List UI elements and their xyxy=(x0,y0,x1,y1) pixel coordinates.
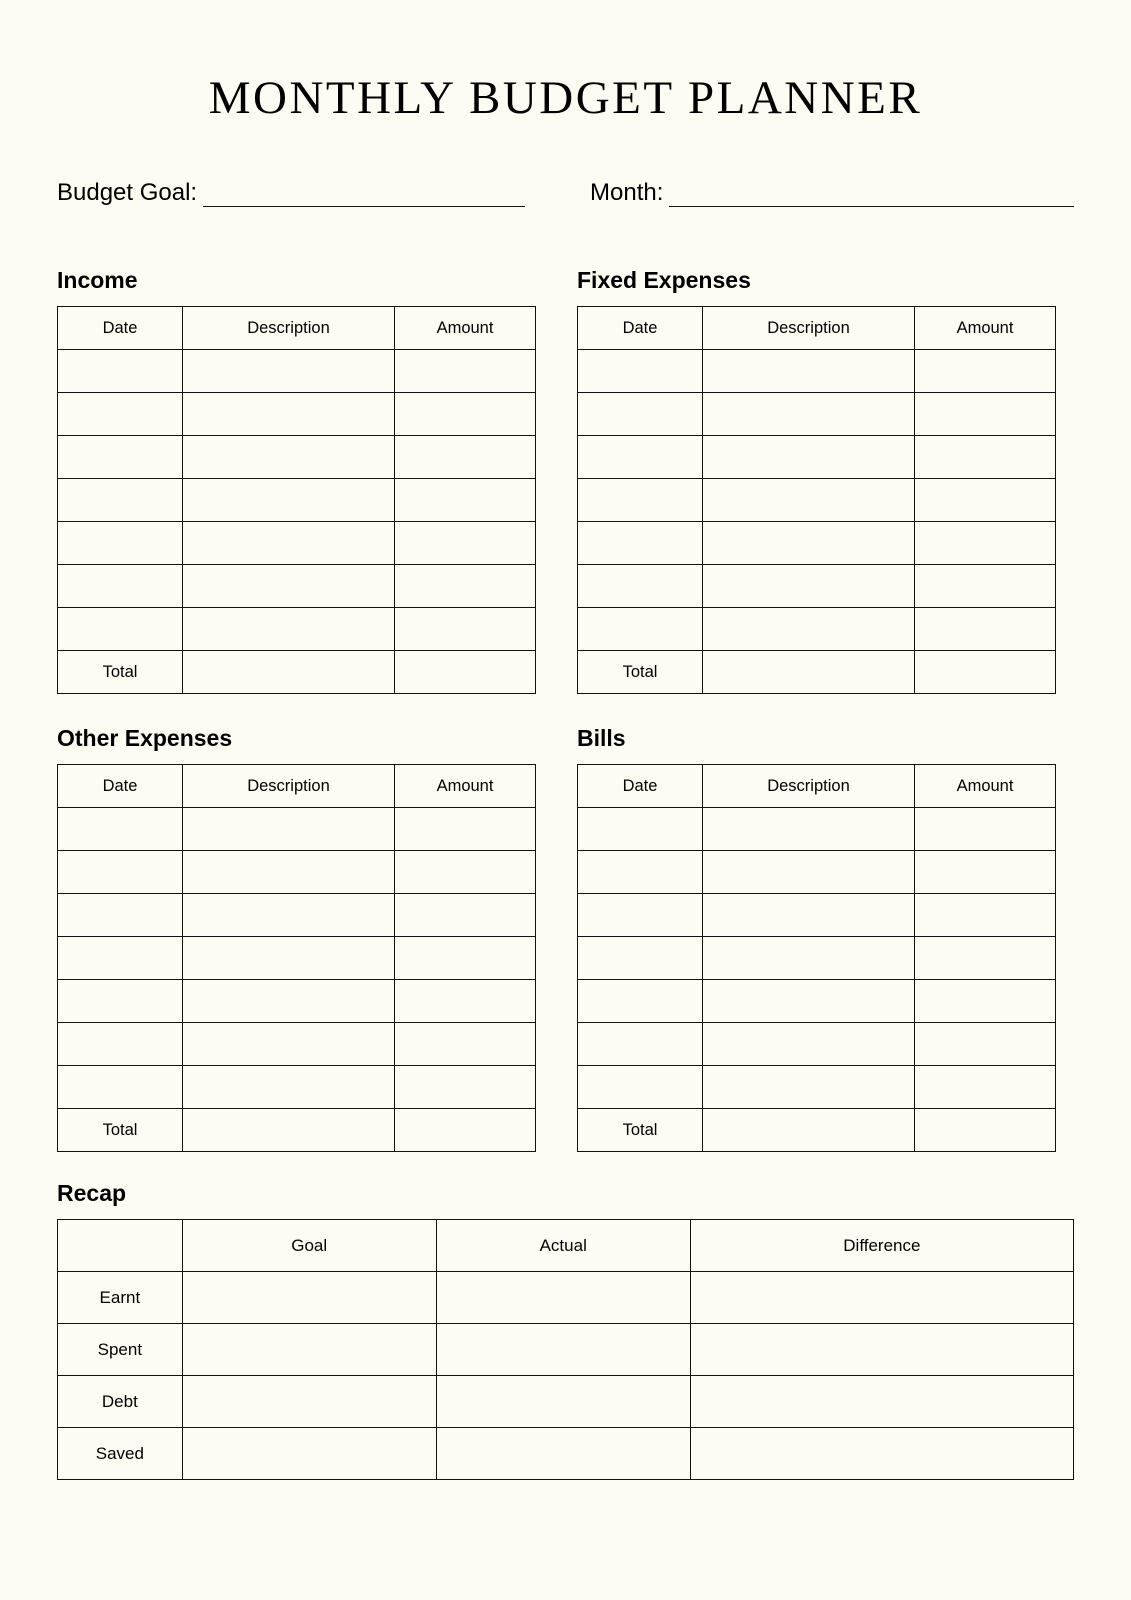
table-row xyxy=(58,350,536,393)
month-input[interactable] xyxy=(669,180,1074,207)
cell-actual[interactable] xyxy=(436,1272,690,1324)
cell-description[interactable] xyxy=(703,894,915,937)
cell-amount[interactable] xyxy=(395,937,536,980)
recap-table xyxy=(57,1219,1074,1480)
cell-difference[interactable] xyxy=(690,1272,1073,1324)
cell-date[interactable] xyxy=(58,350,183,393)
table-header-row xyxy=(578,765,1056,808)
row-label-spent: Spent xyxy=(58,1324,183,1376)
cell-description[interactable] xyxy=(183,350,395,393)
total-amount[interactable] xyxy=(395,651,536,694)
row-label-debt: Debt xyxy=(58,1376,183,1428)
cell-amount[interactable] xyxy=(915,1066,1056,1109)
budget-goal-input[interactable] xyxy=(203,180,525,207)
cell-date[interactable] xyxy=(58,479,183,522)
cell-description[interactable] xyxy=(703,436,915,479)
table-row xyxy=(58,1066,536,1109)
cell-date[interactable] xyxy=(578,479,703,522)
cell-actual[interactable] xyxy=(436,1376,690,1428)
row-label-saved: Saved xyxy=(58,1428,183,1480)
table-header-row xyxy=(58,307,536,350)
cell-amount[interactable] xyxy=(915,436,1056,479)
total-label: Total xyxy=(58,1109,183,1152)
cell-amount[interactable] xyxy=(395,894,536,937)
table-total-row xyxy=(58,651,536,694)
cell-amount[interactable] xyxy=(915,808,1056,851)
cell-date[interactable] xyxy=(578,937,703,980)
cell-actual[interactable] xyxy=(436,1324,690,1376)
cell-goal[interactable] xyxy=(182,1272,436,1324)
table-row xyxy=(58,393,536,436)
cell-description[interactable] xyxy=(183,1023,395,1066)
table-row xyxy=(578,1066,1056,1109)
page-title: MONTHLY BUDGET PLANNER xyxy=(208,72,923,124)
cell-description[interactable] xyxy=(703,608,915,651)
cell-amount[interactable] xyxy=(395,808,536,851)
budget-goal-label: Budget Goal: xyxy=(57,179,198,206)
column-header-date: Date xyxy=(58,765,183,808)
cell-amount[interactable] xyxy=(395,479,536,522)
table-row xyxy=(578,1023,1056,1066)
cell-amount[interactable] xyxy=(915,479,1056,522)
column-header-difference: Difference xyxy=(690,1220,1073,1272)
right-column xyxy=(577,269,1055,1152)
cell-amount[interactable] xyxy=(915,937,1056,980)
total-label: Total xyxy=(58,651,183,694)
column-header-description: Description xyxy=(183,307,395,350)
cell-date[interactable] xyxy=(578,608,703,651)
table-header-row xyxy=(58,765,536,808)
cell-date[interactable] xyxy=(578,522,703,565)
cell-date[interactable] xyxy=(578,894,703,937)
column-header-amount: Amount xyxy=(395,307,536,350)
cell-description[interactable] xyxy=(183,522,395,565)
meta-row xyxy=(57,180,1074,207)
cell-date[interactable] xyxy=(578,980,703,1023)
column-header-date: Date xyxy=(578,765,703,808)
cell-date[interactable] xyxy=(578,1066,703,1109)
table-row xyxy=(58,436,536,479)
income-table xyxy=(57,306,536,694)
cell-amount[interactable] xyxy=(915,393,1056,436)
cell-date[interactable] xyxy=(58,1066,183,1109)
cell-actual[interactable] xyxy=(436,1428,690,1480)
cell-date[interactable] xyxy=(578,565,703,608)
cell-description[interactable] xyxy=(183,980,395,1023)
table-row xyxy=(578,937,1056,980)
cell-amount[interactable] xyxy=(395,1066,536,1109)
cell-description[interactable] xyxy=(703,808,915,851)
cell-date[interactable] xyxy=(58,1023,183,1066)
cell-amount[interactable] xyxy=(915,851,1056,894)
table-row xyxy=(578,479,1056,522)
cell-description[interactable] xyxy=(183,808,395,851)
cell-amount[interactable] xyxy=(395,522,536,565)
column-header-amount: Amount xyxy=(915,765,1056,808)
table-row xyxy=(578,851,1056,894)
cell-description[interactable] xyxy=(183,608,395,651)
cell-difference[interactable] xyxy=(690,1376,1073,1428)
column-header-date: Date xyxy=(58,307,183,350)
tables-columns xyxy=(57,269,1074,1152)
cell-description[interactable] xyxy=(703,479,915,522)
cell-description[interactable] xyxy=(183,393,395,436)
fixed-expenses-table xyxy=(577,306,1056,694)
total-description[interactable] xyxy=(183,651,395,694)
cell-date[interactable] xyxy=(58,393,183,436)
total-label: Total xyxy=(578,651,703,694)
cell-difference[interactable] xyxy=(690,1428,1073,1480)
table-total-row xyxy=(578,651,1056,694)
cell-date[interactable] xyxy=(578,393,703,436)
column-header-description: Description xyxy=(703,765,915,808)
cell-description[interactable] xyxy=(183,436,395,479)
table-row xyxy=(578,808,1056,851)
section-heading-fixed-expenses: Fixed Expenses xyxy=(577,267,751,293)
column-header-description: Description xyxy=(703,307,915,350)
table-row xyxy=(58,1428,1074,1480)
cell-difference[interactable] xyxy=(690,1324,1073,1376)
table-row xyxy=(58,937,536,980)
cell-description[interactable] xyxy=(183,479,395,522)
section-heading-bills: Bills xyxy=(577,725,626,751)
column-header-description: Description xyxy=(183,765,395,808)
cell-amount[interactable] xyxy=(395,565,536,608)
section-heading-recap: Recap xyxy=(57,1180,127,1206)
total-description[interactable] xyxy=(183,1109,395,1152)
cell-goal[interactable] xyxy=(182,1324,436,1376)
cell-date[interactable] xyxy=(58,522,183,565)
cell-amount[interactable] xyxy=(395,1023,536,1066)
cell-date[interactable] xyxy=(58,980,183,1023)
cell-amount[interactable] xyxy=(395,608,536,651)
column-header-amount: Amount xyxy=(915,307,1056,350)
cell-description[interactable] xyxy=(183,851,395,894)
table-row xyxy=(58,1272,1074,1324)
cell-description[interactable] xyxy=(703,393,915,436)
table-row xyxy=(578,608,1056,651)
cell-description[interactable] xyxy=(703,565,915,608)
section-heading-income: Income xyxy=(57,267,138,293)
cell-amount[interactable] xyxy=(915,980,1056,1023)
total-description[interactable] xyxy=(703,1109,915,1152)
table-row xyxy=(578,436,1056,479)
cell-date[interactable] xyxy=(578,1023,703,1066)
cell-amount[interactable] xyxy=(395,350,536,393)
cell-amount[interactable] xyxy=(915,350,1056,393)
table-total-row xyxy=(578,1109,1056,1152)
month-label: Month: xyxy=(590,179,664,206)
table-total-row xyxy=(58,1109,536,1152)
table-row xyxy=(578,565,1056,608)
cell-date[interactable] xyxy=(58,608,183,651)
section-heading-other-expenses: Other Expenses xyxy=(57,725,233,751)
table-row xyxy=(58,1376,1074,1428)
total-amount[interactable] xyxy=(395,1109,536,1152)
cell-date[interactable] xyxy=(58,894,183,937)
budget-goal-field[interactable] xyxy=(57,180,590,207)
bills-table xyxy=(577,764,1056,1152)
table-row xyxy=(58,808,536,851)
cell-description[interactable] xyxy=(183,937,395,980)
cell-description[interactable] xyxy=(183,1066,395,1109)
cell-description[interactable] xyxy=(703,851,915,894)
cell-description[interactable] xyxy=(703,1066,915,1109)
cell-description[interactable] xyxy=(703,522,915,565)
month-field[interactable] xyxy=(590,180,1074,207)
table-row xyxy=(58,479,536,522)
table-row xyxy=(58,980,536,1023)
table-row xyxy=(578,522,1056,565)
cell-amount[interactable] xyxy=(915,522,1056,565)
total-label: Total xyxy=(578,1109,703,1152)
cell-date[interactable] xyxy=(58,937,183,980)
cell-amount[interactable] xyxy=(915,1023,1056,1066)
cell-goal[interactable] xyxy=(182,1428,436,1480)
total-amount[interactable] xyxy=(915,1109,1056,1152)
cell-goal[interactable] xyxy=(182,1376,436,1428)
left-column xyxy=(57,269,535,1152)
cell-date[interactable] xyxy=(578,350,703,393)
cell-description[interactable] xyxy=(703,1023,915,1066)
cell-date[interactable] xyxy=(58,851,183,894)
cell-description[interactable] xyxy=(183,894,395,937)
other-expenses-table xyxy=(57,764,536,1152)
cell-date[interactable] xyxy=(578,851,703,894)
cell-amount[interactable] xyxy=(395,851,536,894)
cell-date[interactable] xyxy=(578,436,703,479)
total-description[interactable] xyxy=(703,651,915,694)
table-row xyxy=(58,1324,1074,1376)
cell-amount[interactable] xyxy=(395,393,536,436)
table-row xyxy=(578,894,1056,937)
cell-date[interactable] xyxy=(578,808,703,851)
column-header-date: Date xyxy=(578,307,703,350)
table-row xyxy=(58,608,536,651)
column-header-amount: Amount xyxy=(395,765,536,808)
column-header-blank xyxy=(58,1220,183,1272)
cell-description[interactable] xyxy=(703,350,915,393)
cell-description[interactable] xyxy=(703,937,915,980)
table-row xyxy=(578,393,1056,436)
table-row xyxy=(58,522,536,565)
table-row xyxy=(578,980,1056,1023)
table-row xyxy=(58,851,536,894)
column-header-goal: Goal xyxy=(182,1220,436,1272)
recap-section xyxy=(57,1182,1074,1480)
cell-amount[interactable] xyxy=(915,608,1056,651)
cell-description[interactable] xyxy=(183,565,395,608)
cell-description[interactable] xyxy=(703,980,915,1023)
cell-amount[interactable] xyxy=(395,980,536,1023)
cell-date[interactable] xyxy=(58,565,183,608)
cell-date[interactable] xyxy=(58,436,183,479)
table-row xyxy=(578,350,1056,393)
total-amount[interactable] xyxy=(915,651,1056,694)
row-label-earnt: Earnt xyxy=(58,1272,183,1324)
cell-amount[interactable] xyxy=(915,565,1056,608)
table-row xyxy=(58,894,536,937)
cell-amount[interactable] xyxy=(395,436,536,479)
table-header-row xyxy=(58,1220,1074,1272)
cell-amount[interactable] xyxy=(915,894,1056,937)
table-header-row xyxy=(578,307,1056,350)
column-header-actual: Actual xyxy=(436,1220,690,1272)
table-row xyxy=(58,565,536,608)
cell-date[interactable] xyxy=(58,808,183,851)
table-row xyxy=(58,1023,536,1066)
